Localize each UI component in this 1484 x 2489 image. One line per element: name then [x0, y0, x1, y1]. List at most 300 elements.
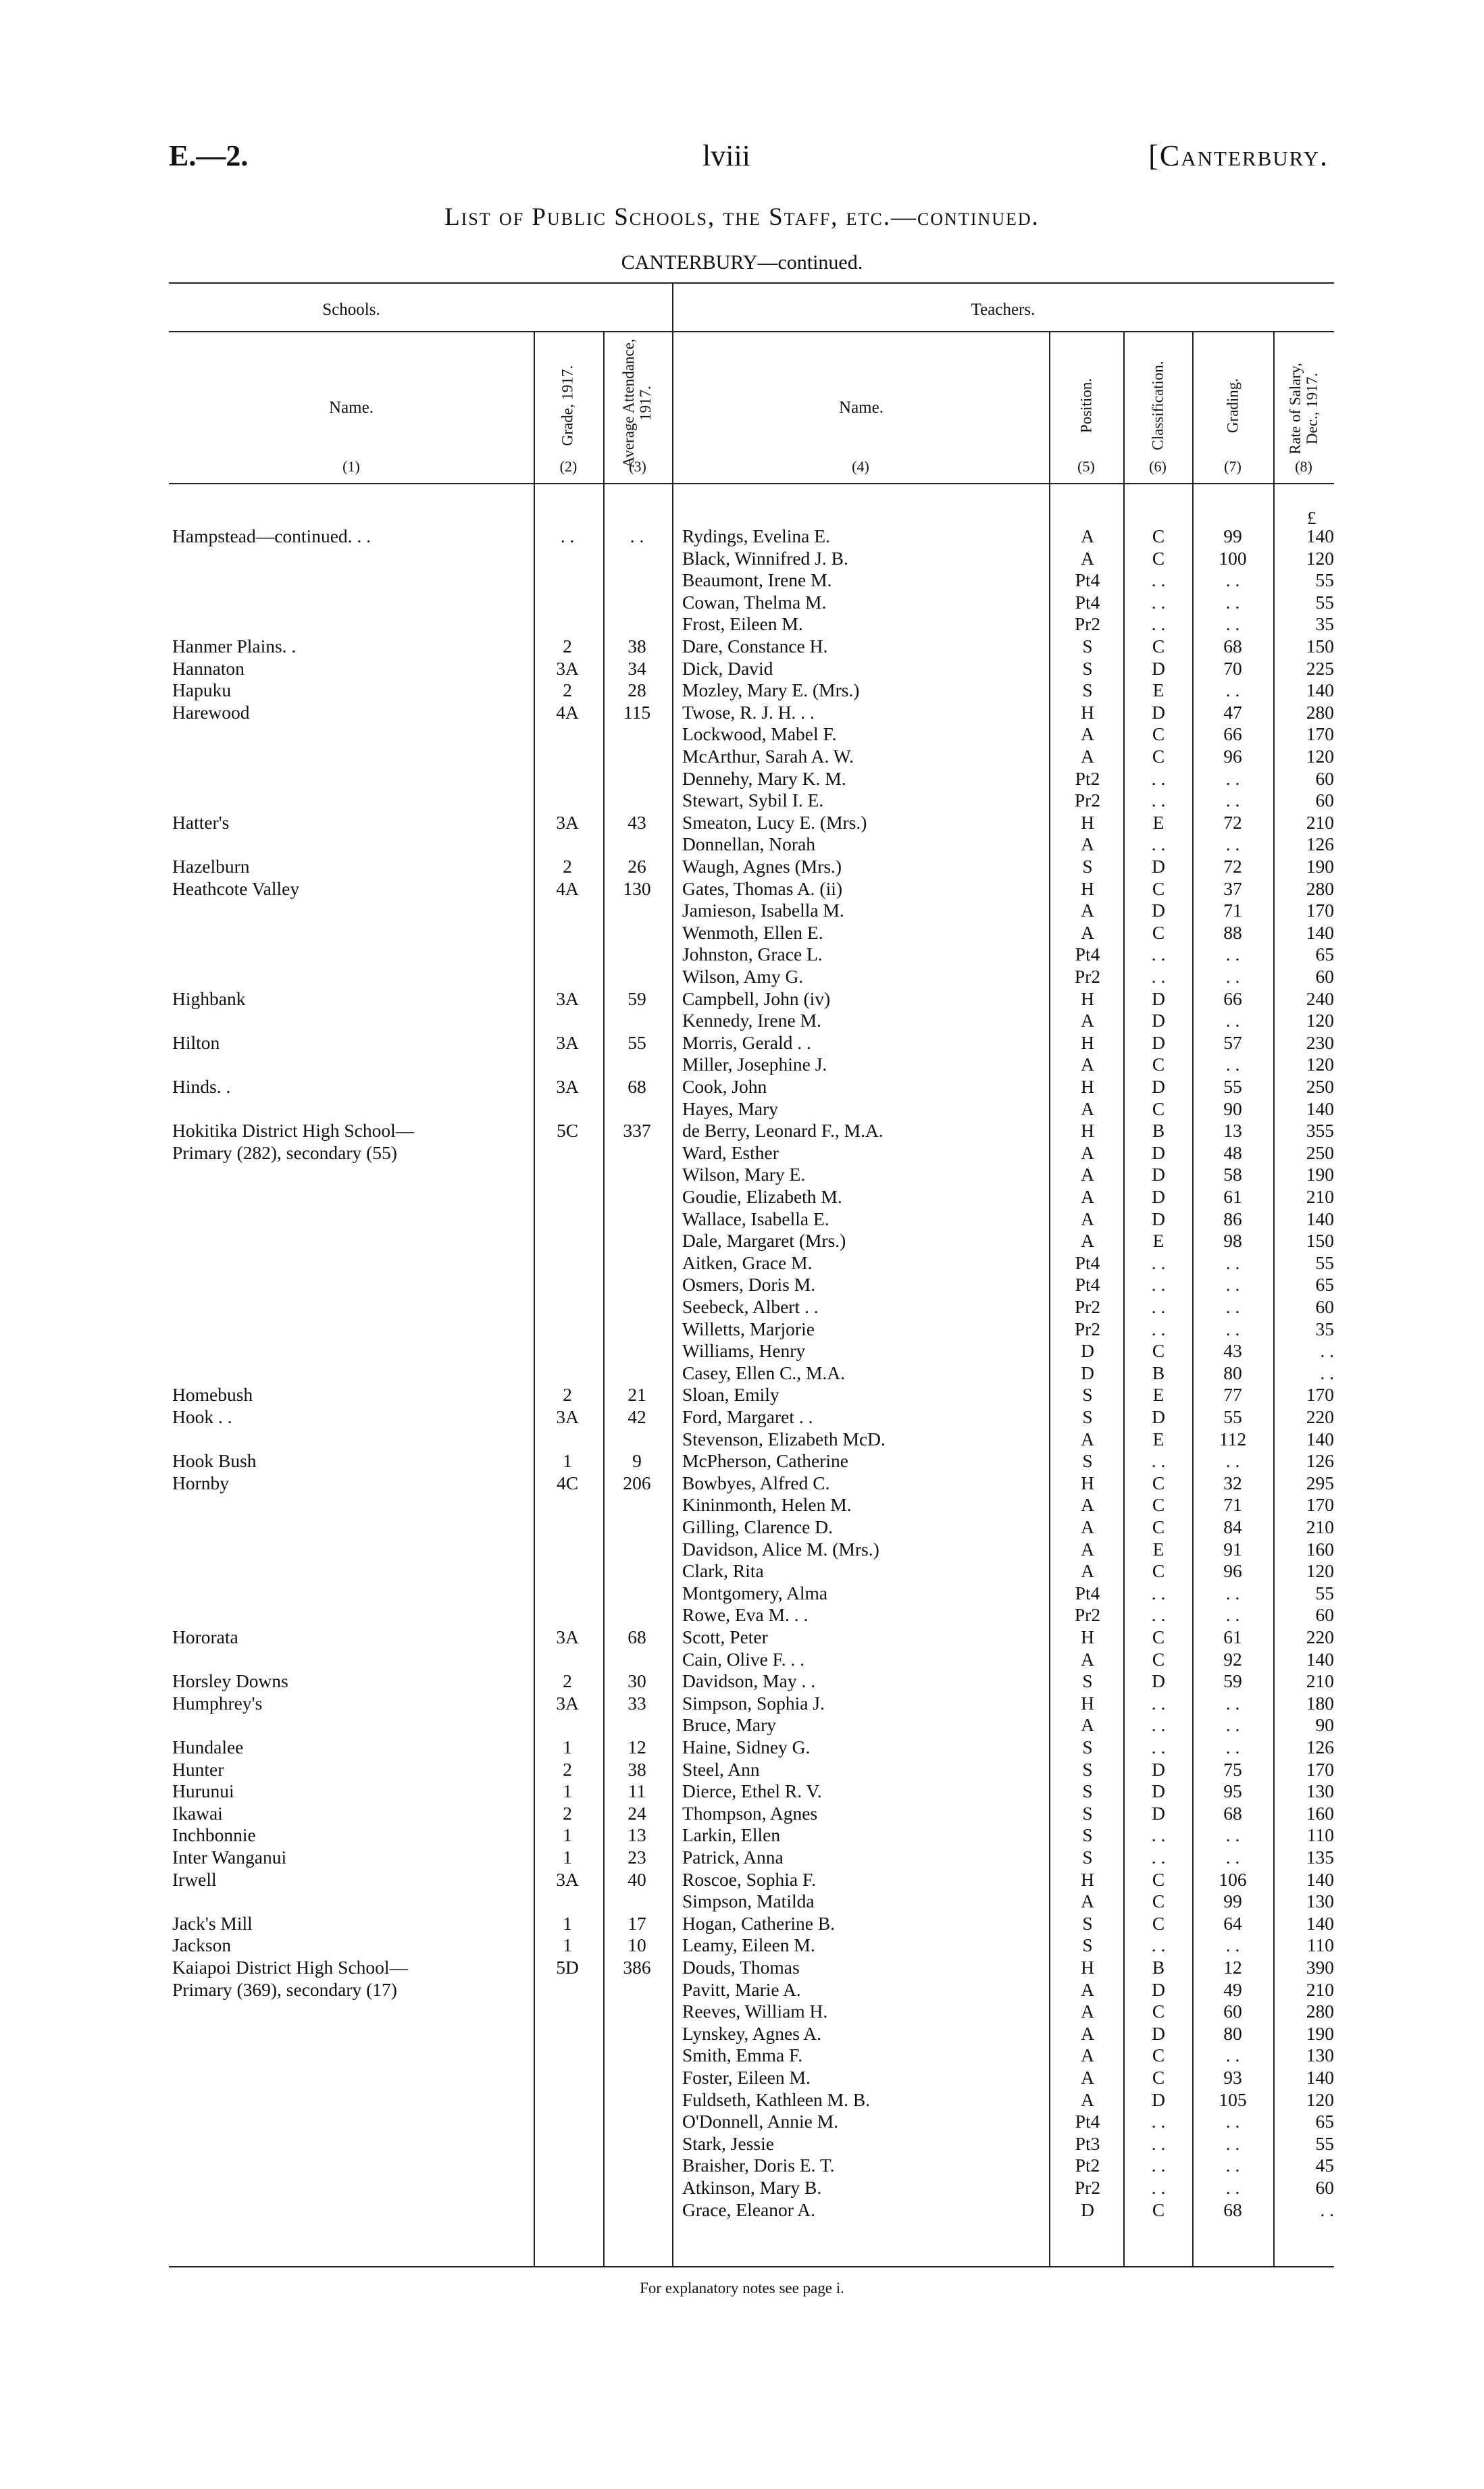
- teacher-name: Steel, Ann: [682, 1758, 760, 1780]
- teacher-salary: 65: [1315, 944, 1334, 965]
- school-grade: 5D: [556, 1957, 579, 1978]
- teacher-position: A: [1081, 1891, 1094, 1912]
- teacher-name: Douds, Thomas: [682, 1957, 800, 1978]
- table-row: [0, 2155, 1484, 2177]
- teacher-grading: 77: [1223, 1384, 1242, 1406]
- school-grade: 1: [563, 1737, 572, 1757]
- teacher-salary: 45: [1315, 2155, 1334, 2176]
- school-name: Jackson: [172, 1934, 232, 1956]
- teacher-classification: . .: [1151, 1692, 1166, 1714]
- teacher-salary: 126: [1306, 1450, 1334, 1472]
- teacher-grading: 49: [1223, 1978, 1242, 2000]
- teacher-classification: C: [1152, 1868, 1165, 1890]
- table-row: [0, 2067, 1484, 2089]
- currency-symbol: £: [1307, 508, 1316, 528]
- teacher-grading: 57: [1223, 1031, 1242, 1053]
- teacher-classification: D: [1152, 1010, 1165, 1031]
- teacher-classification: E: [1152, 1428, 1165, 1449]
- teacher-grading: 93: [1223, 2067, 1242, 2088]
- school-name: Hatter's: [172, 811, 230, 833]
- teacher-grading: . .: [1225, 1318, 1240, 1339]
- teacher-position: A: [1081, 746, 1094, 767]
- teacher-name: Braisher, Doris E. T.: [682, 2155, 835, 2176]
- school-name: Ikawai: [172, 1802, 223, 1824]
- teacher-classification: C: [1152, 2199, 1165, 2220]
- teacher-classification: C: [1152, 1472, 1165, 1493]
- teacher-salary: 55: [1315, 1252, 1334, 1273]
- table-row: [0, 1516, 1484, 1539]
- teacher-name: Haine, Sidney G.: [682, 1737, 811, 1757]
- teacher-classification: D: [1152, 1186, 1165, 1207]
- teacher-salary: . .: [1320, 2199, 1334, 2220]
- teacher-position: A: [1081, 723, 1094, 745]
- teacher-position: S: [1082, 1912, 1093, 1934]
- teacher-name: Scott, Peter: [682, 1626, 768, 1647]
- teacher-name: Goudie, Elizabeth M.: [682, 1186, 842, 1207]
- table-row: [0, 1429, 1484, 1451]
- teacher-position: Pt4: [1075, 1582, 1100, 1603]
- teacher-position: A: [1081, 1098, 1094, 1119]
- teacher-grading: . .: [1225, 1450, 1240, 1472]
- teacher-position: S: [1082, 1670, 1093, 1692]
- teacher-classification: . .: [1151, 1714, 1166, 1736]
- teacher-grading: 96: [1223, 1560, 1242, 1582]
- teacher-name: Wallace, Isabella E.: [682, 1208, 829, 1229]
- teacher-name: Gilling, Clarence D.: [682, 1516, 833, 1537]
- teacher-classification: D: [1152, 1031, 1165, 1053]
- teacher-classification: . .: [1151, 1847, 1166, 1868]
- teacher-grading: 59: [1223, 1670, 1242, 1692]
- teacher-salary: 135: [1306, 1847, 1334, 1868]
- teacher-classification: C: [1152, 636, 1165, 657]
- teacher-salary: 130: [1306, 2045, 1334, 2066]
- teacher-position: H: [1081, 701, 1094, 723]
- table-row: [0, 2023, 1484, 2045]
- table-row: [0, 1693, 1484, 1715]
- teacher-position: H: [1081, 877, 1094, 899]
- teacher-classification: D: [1152, 1758, 1165, 1780]
- teacher-classification: . .: [1151, 1450, 1166, 1472]
- teacher-name: Osmers, Doris M.: [682, 1274, 816, 1295]
- teacher-name: de Berry, Leonard F., M.A.: [682, 1120, 884, 1141]
- teacher-position: S: [1082, 1406, 1093, 1427]
- teacher-classification: . .: [1151, 1934, 1166, 1956]
- teacher-classification: C: [1152, 1912, 1165, 1934]
- school-name: Hannaton: [172, 657, 245, 679]
- teacher-name: Miller, Josephine J.: [682, 1054, 827, 1075]
- table-row: [0, 1803, 1484, 1825]
- teacher-grading: 91: [1223, 1538, 1242, 1560]
- school-attendance: 13: [628, 1824, 646, 1846]
- teacher-grading: 80: [1223, 1362, 1242, 1383]
- teacher-grading: . .: [1225, 1054, 1240, 1075]
- table-row: [0, 1318, 1484, 1341]
- teacher-salary: 240: [1306, 987, 1334, 1009]
- teacher-name: Foster, Eileen M.: [682, 2067, 811, 2088]
- table-row: [0, 1208, 1484, 1231]
- teacher-salary: 210: [1306, 1516, 1334, 1537]
- school-grade: 1: [563, 1912, 572, 1934]
- teacher-grading: . .: [1225, 1010, 1240, 1031]
- teacher-grading: 100: [1219, 547, 1247, 569]
- table-row: [0, 790, 1484, 812]
- teacher-grading: 68: [1223, 2199, 1242, 2220]
- table-row: [0, 679, 1484, 702]
- teacher-classification: E: [1152, 811, 1165, 833]
- teacher-grading: . .: [1225, 1604, 1240, 1626]
- teacher-classification: C: [1152, 1891, 1165, 1912]
- teacher-position: A: [1081, 1164, 1094, 1185]
- table-row: [0, 1560, 1484, 1583]
- teacher-classification: . .: [1151, 1604, 1166, 1626]
- teacher-position: Pr2: [1074, 1318, 1101, 1339]
- teacher-position: Pt4: [1075, 944, 1100, 965]
- position-header: Position.: [1077, 378, 1095, 434]
- school-attendance: 115: [623, 701, 651, 723]
- teacher-name: Waugh, Agnes (Mrs.): [682, 856, 842, 877]
- school-grade: 2: [563, 1670, 572, 1692]
- school-attendance: 10: [628, 1934, 646, 1956]
- teacher-salary: 55: [1315, 591, 1334, 613]
- teacher-position: Pt4: [1075, 569, 1100, 591]
- teacher-salary: 170: [1306, 1494, 1334, 1516]
- teacher-position: H: [1081, 1692, 1094, 1714]
- teacher-classification: C: [1152, 2001, 1165, 2022]
- teacher-name: Cain, Olive F. . .: [682, 1648, 805, 1670]
- teacher-grading: . .: [1225, 1847, 1240, 1868]
- table-row: [0, 812, 1484, 834]
- teacher-salary: 160: [1306, 1802, 1334, 1824]
- teacher-name: Bruce, Mary: [682, 1714, 776, 1736]
- teacher-grading: 61: [1223, 1186, 1242, 1207]
- teacher-name: Frost, Eileen M.: [682, 613, 803, 635]
- teacher-grading: . .: [1225, 1714, 1240, 1736]
- teacher-classification: D: [1152, 701, 1165, 723]
- table-row: [0, 900, 1484, 922]
- table-row: [0, 2111, 1484, 2133]
- teacher-salary: 130: [1306, 1780, 1334, 1802]
- teacher-grading: 68: [1223, 636, 1242, 657]
- school-attendance: 38: [628, 636, 646, 657]
- teacher-classification: D: [1152, 1208, 1165, 1229]
- teacher-classification: D: [1152, 1670, 1165, 1692]
- teacher-grading: 75: [1223, 1758, 1242, 1780]
- table-row: [0, 1979, 1484, 2001]
- teacher-name: Dennehy, Mary K. M.: [682, 767, 846, 789]
- teacher-salary: 295: [1306, 1472, 1334, 1493]
- teacher-grading: 61: [1223, 1626, 1242, 1647]
- teacher-name: Wenmoth, Ellen E.: [682, 921, 823, 943]
- school-attendance: 40: [628, 1868, 646, 1890]
- teacher-grading: . .: [1225, 1296, 1240, 1317]
- table-row: [0, 966, 1484, 988]
- teacher-position: Pr2: [1074, 1604, 1101, 1626]
- teacher-position: H: [1081, 1472, 1094, 1493]
- teacher-salary: 140: [1306, 1648, 1334, 1670]
- teacher-salary: 280: [1306, 2001, 1334, 2022]
- teacher-classification: D: [1152, 2088, 1165, 2110]
- teacher-salary: . .: [1320, 1340, 1334, 1362]
- teacher-grading: 68: [1223, 1802, 1242, 1824]
- school-grade: 1: [563, 1450, 572, 1472]
- teacher-position: Pr2: [1074, 2177, 1101, 2198]
- teacher-classification: C: [1152, 1054, 1165, 1075]
- teacher-classification: . .: [1151, 944, 1166, 965]
- teacher-position: Pt4: [1075, 1274, 1100, 1295]
- table-row: [0, 1604, 1484, 1626]
- teacher-position: S: [1082, 1802, 1093, 1824]
- teacher-classification: C: [1152, 746, 1165, 767]
- teacher-classification: D: [1152, 2022, 1165, 2044]
- teacher-salary: 230: [1306, 1031, 1334, 1053]
- school-attendance: 9: [632, 1450, 642, 1472]
- school-attendance: 43: [628, 811, 646, 833]
- teacher-grading: 80: [1223, 2022, 1242, 2044]
- teacher-position: A: [1081, 1141, 1094, 1163]
- school-attendance: 68: [628, 1076, 646, 1097]
- teacher-grading: 95: [1223, 1780, 1242, 1802]
- teacher-name: Wilson, Amy G.: [682, 966, 804, 987]
- teacher-salary: 126: [1306, 1737, 1334, 1757]
- teacher-classification: C: [1152, 1516, 1165, 1537]
- teacher-grading: 32: [1223, 1472, 1242, 1493]
- teacher-name: Gates, Thomas A. (ii): [682, 877, 843, 899]
- table-row: [0, 658, 1484, 680]
- teacher-grading: . .: [1225, 833, 1240, 855]
- teacher-position: Pr2: [1074, 1296, 1101, 1317]
- table-row: [0, 1780, 1484, 1803]
- teacher-classification: . .: [1151, 1582, 1166, 1603]
- teacher-grading: 72: [1223, 811, 1242, 833]
- teacher-position: A: [1081, 833, 1094, 855]
- teacher-classification: C: [1152, 547, 1165, 569]
- teacher-name: Rydings, Evelina E.: [682, 525, 830, 546]
- teacher-grading: 99: [1223, 1891, 1242, 1912]
- teacher-position: S: [1082, 1934, 1093, 1956]
- teacher-grading: 72: [1223, 856, 1242, 877]
- school-attendance: 23: [628, 1847, 646, 1868]
- teacher-position: H: [1081, 987, 1094, 1009]
- teacher-name: Thompson, Agnes: [682, 1802, 818, 1824]
- teacher-name: O'Donnell, Annie M.: [682, 2111, 839, 2132]
- table-row: [0, 1824, 1484, 1847]
- teacher-name: Simpson, Matilda: [682, 1891, 815, 1912]
- teacher-position: A: [1081, 2022, 1094, 2044]
- teacher-grading: 99: [1223, 525, 1242, 546]
- teacher-position: A: [1081, 1208, 1094, 1229]
- teacher-grading: 60: [1223, 2001, 1242, 2022]
- teacher-grading: 48: [1223, 1141, 1242, 1163]
- table-row: [0, 1670, 1484, 1693]
- table-row: [0, 2045, 1484, 2067]
- teacher-grading: 71: [1223, 900, 1242, 921]
- teacher-salary: 140: [1306, 921, 1334, 943]
- school-name: Hook Bush: [172, 1450, 257, 1472]
- teacher-salary: 210: [1306, 811, 1334, 833]
- table-row: [0, 1054, 1484, 1076]
- teacher-position: D: [1081, 1340, 1094, 1362]
- teacher-grading: 90: [1223, 1098, 1242, 1119]
- teacher-salary: 220: [1306, 1406, 1334, 1427]
- teacher-position: A: [1081, 1516, 1094, 1537]
- teacher-grading: 70: [1223, 657, 1242, 679]
- teacher-name: Dick, David: [682, 657, 773, 679]
- teacher-grading: . .: [1225, 944, 1240, 965]
- teacher-position: A: [1081, 1230, 1094, 1252]
- table-row: [0, 856, 1484, 878]
- teacher-position: H: [1081, 811, 1094, 833]
- table-row: [0, 944, 1484, 966]
- school-grade: 3A: [556, 1626, 579, 1647]
- table-row: [0, 2177, 1484, 2199]
- teacher-salary: 250: [1306, 1076, 1334, 1097]
- teacher-salary: 65: [1315, 2111, 1334, 2132]
- teacher-name: Black, Winnifred J. B.: [682, 547, 848, 569]
- teacher-name: Pavitt, Marie A.: [682, 1978, 801, 2000]
- teacher-name: Donnellan, Norah: [682, 833, 816, 855]
- school-attendance: 33: [628, 1692, 646, 1714]
- teacher-name: Seebeck, Albert . .: [682, 1296, 819, 1317]
- school-attendance: 11: [628, 1780, 646, 1802]
- teacher-salary: . .: [1320, 1362, 1334, 1383]
- teacher-name: Ford, Margaret . .: [682, 1406, 813, 1427]
- table-row: [0, 1186, 1484, 1208]
- teacher-grading: . .: [1225, 679, 1240, 701]
- teacher-name: Smeaton, Lucy E. (Mrs.): [682, 811, 867, 833]
- teacher-grading: 98: [1223, 1230, 1242, 1252]
- table-row: [0, 1847, 1484, 1869]
- school-name: Hornby: [172, 1472, 230, 1493]
- table-row: [0, 1296, 1484, 1318]
- teacher-classification: . .: [1151, 1318, 1166, 1339]
- table-row: [0, 1406, 1484, 1429]
- teacher-salary: 55: [1315, 2132, 1334, 2154]
- school-grade: 2: [563, 1802, 572, 1824]
- teacher-salary: 390: [1306, 1957, 1334, 1978]
- teacher-position: S: [1082, 856, 1093, 877]
- school-grade: 2: [563, 1384, 572, 1406]
- school-name-header: Name.: [329, 399, 374, 417]
- school-attendance: 337: [623, 1120, 651, 1141]
- teacher-name: McPherson, Catherine: [682, 1450, 848, 1472]
- table-row: [0, 1934, 1484, 1957]
- teacher-salary: 280: [1306, 877, 1334, 899]
- teacher-grading: 43: [1223, 1340, 1242, 1362]
- teacher-classification: D: [1152, 900, 1165, 921]
- teacher-position: A: [1081, 1648, 1094, 1670]
- teacher-salary: 60: [1315, 966, 1334, 987]
- teacher-grading: 106: [1219, 1868, 1247, 1890]
- teacher-classification: C: [1152, 1626, 1165, 1647]
- teacher-name: Leamy, Eileen M.: [682, 1934, 815, 1956]
- school-grade: 3A: [556, 1692, 579, 1714]
- teacher-classification: . .: [1151, 2155, 1166, 2176]
- column-number: (6): [1149, 458, 1167, 475]
- table-row: [0, 569, 1484, 592]
- teacher-salary: 190: [1306, 1164, 1334, 1185]
- teacher-name: Patrick, Anna: [682, 1847, 784, 1868]
- school-grade: 3A: [556, 1406, 579, 1427]
- teacher-classification: . .: [1151, 966, 1166, 987]
- teacher-name: Kennedy, Irene M.: [682, 1010, 821, 1031]
- page-title: List of Public Schools, the Staff, etc.—continued.: [444, 203, 1040, 231]
- teacher-grading: 105: [1219, 2088, 1247, 2110]
- teacher-salary: 225: [1306, 657, 1334, 679]
- school-grade: 1: [563, 1824, 572, 1846]
- teacher-classification: . .: [1151, 1824, 1166, 1846]
- teacher-name: Bowbyes, Alfred C.: [682, 1472, 830, 1493]
- teacher-salary: 150: [1306, 636, 1334, 657]
- teacher-classification: D: [1152, 987, 1165, 1009]
- teacher-grading: 58: [1223, 1164, 1242, 1185]
- school-name: Highbank: [172, 987, 246, 1009]
- teacher-position: A: [1081, 1494, 1094, 1516]
- teacher-grading: . .: [1225, 2111, 1240, 2132]
- teacher-salary: 110: [1306, 1824, 1334, 1846]
- schools-group-header: Schools.: [322, 301, 380, 319]
- table-row: [0, 1362, 1484, 1385]
- teacher-position: Pr2: [1074, 613, 1101, 635]
- teacher-classification: D: [1152, 1076, 1165, 1097]
- teacher-salary: 140: [1306, 525, 1334, 546]
- school-attendance: 386: [623, 1957, 651, 1978]
- teacher-position: A: [1081, 2067, 1094, 2088]
- table-row: [0, 1583, 1484, 1605]
- teacher-classification: . .: [1151, 1737, 1166, 1757]
- school-grade: 3A: [556, 1076, 579, 1097]
- teacher-grading: . .: [1225, 767, 1240, 789]
- school-name: Hororata: [172, 1626, 238, 1647]
- school-name: Horsley Downs: [172, 1670, 288, 1692]
- teacher-classification: . .: [1151, 2111, 1166, 2132]
- teacher-salary: 170: [1306, 1758, 1334, 1780]
- teacher-salary: 65: [1315, 1274, 1334, 1295]
- teacher-name: Johnston, Grace L.: [682, 944, 823, 965]
- teacher-name: Lockwood, Mabel F.: [682, 723, 837, 745]
- teacher-classification: . .: [1151, 1274, 1166, 1295]
- teacher-salary: 140: [1306, 1208, 1334, 1229]
- teacher-name: Stevenson, Elizabeth McD.: [682, 1428, 886, 1449]
- teacher-name: Sloan, Emily: [682, 1384, 779, 1406]
- table-row: [0, 988, 1484, 1010]
- teacher-position: S: [1082, 1780, 1093, 1802]
- teacher-position: A: [1081, 2001, 1094, 2022]
- school-grade: 3A: [556, 987, 579, 1009]
- teacher-salary: 55: [1315, 569, 1334, 591]
- teacher-name: Simpson, Sophia J.: [682, 1692, 825, 1714]
- table-row: [0, 1142, 1484, 1164]
- teacher-position: A: [1081, 1054, 1094, 1075]
- teacher-name: Beaumont, Irene M.: [682, 569, 832, 591]
- school-name: Homebush: [172, 1384, 253, 1406]
- table-row: [0, 768, 1484, 790]
- teacher-salary: 55: [1315, 1582, 1334, 1603]
- table-row: [0, 1076, 1484, 1098]
- teacher-position: A: [1081, 2045, 1094, 2066]
- teacher-name: Dare, Constance H.: [682, 636, 828, 657]
- teacher-name: Grace, Eleanor A.: [682, 2199, 815, 2220]
- school-grade: 1: [563, 1780, 572, 1802]
- table-row: [0, 1098, 1484, 1121]
- school-name: Hundalee: [172, 1737, 244, 1757]
- teacher-position: S: [1082, 1450, 1093, 1472]
- table-row: [0, 702, 1484, 724]
- column-number: (3): [629, 458, 646, 475]
- teacher-grading: 47: [1223, 701, 1242, 723]
- table-row: [0, 1869, 1484, 1891]
- column-number: (4): [852, 458, 869, 475]
- table-row: [0, 2133, 1484, 2155]
